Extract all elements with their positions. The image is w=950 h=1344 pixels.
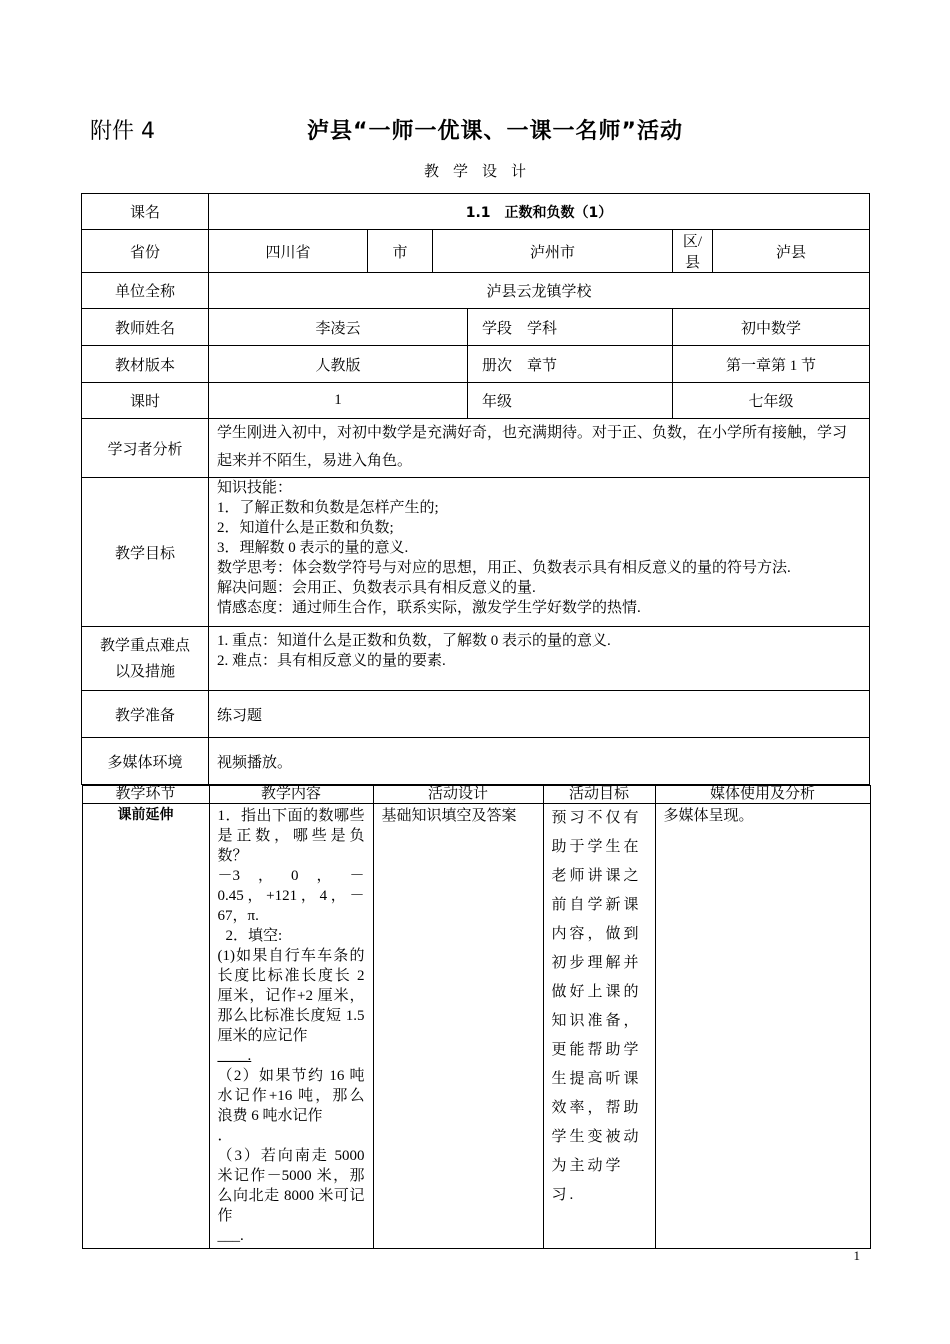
stage-label: 学段 学科: [468, 309, 673, 346]
course-value: 1.1 正数和负数（1）: [209, 194, 870, 230]
learner-row: [82, 419, 870, 478]
city-label: 市: [368, 230, 433, 273]
course-row: [82, 194, 870, 230]
textbook-label: 教材版本: [82, 346, 209, 383]
process-content: [209, 804, 373, 1249]
media-env-value: 视频播放。: [209, 738, 870, 785]
province-row: [82, 230, 870, 273]
page-number: 1: [853, 1248, 860, 1263]
grade-label: 年级: [468, 383, 673, 419]
unit-row: [82, 273, 870, 309]
objective-line: 数学思考：体会数学符号与对应的思想，用正、负数表示具有相反意义的量的符号方法.: [217, 560, 791, 576]
learner-label: 学习者分析: [82, 419, 209, 478]
preparation-value: 练习题: [209, 691, 870, 738]
county-value: 泸县: [713, 230, 870, 273]
content-line: －3，0，－0.45，+121，4，－67，π.: [217, 868, 365, 924]
keypoints-label-line: 教学重点难点: [99, 637, 190, 654]
content-line: ．: [217, 1128, 233, 1144]
preparation-label: 教学准备: [82, 691, 209, 738]
content-line: 2．填空:: [225, 928, 283, 944]
content-line: ____.: [217, 1048, 252, 1064]
lesson-plan-table: [81, 193, 870, 1249]
objective-line: 3．理解数 0 表示的量的意义.: [217, 540, 409, 556]
city-value: 泸州市: [433, 230, 673, 273]
content-line: 1．指出下面的数哪些是正数，哪些是负数？: [217, 808, 365, 864]
objective-line: 2．知道什么是正数和负数;: [217, 520, 394, 536]
process-header-content: 教学内容: [209, 786, 373, 804]
process-table: [82, 785, 871, 1249]
keypoints-row: [82, 627, 870, 691]
process-media: 多媒体呈现。: [655, 804, 870, 1249]
volume-value: 第一章第 1 节: [673, 346, 870, 383]
learner-text: 学生刚进入初中，对初中数学是充满好奇，也充满期待。对于正、负数，在小学所有接触，学习起来并不陌生，易进入角色。: [209, 419, 870, 478]
grade-value: 七年级: [673, 383, 870, 419]
keypoints-text: [209, 627, 870, 691]
process-header-activity: 活动设计: [373, 786, 543, 804]
media-env-row: [82, 738, 870, 785]
content-line: （3）若向南走 5000 米记作－5000 米，那么向北走 8000 米可记作: [217, 1148, 365, 1224]
textbook-value: 人教版: [209, 346, 468, 383]
hours-label: 课时: [82, 383, 209, 419]
content-line: （2）如果节约 16 吨水记作+16 吨，那么浪费 6 吨水记作: [217, 1068, 365, 1124]
teacher-value: 李凌云: [209, 309, 468, 346]
hours-row: [82, 383, 870, 419]
process-activity: 基础知识填空及答案: [373, 804, 543, 1249]
process-header-goal: 活动目标: [543, 786, 655, 804]
keypoint-line: 2. 难点：具有相反意义的量的要素.: [217, 653, 446, 669]
unit-label: 单位全称: [82, 273, 209, 309]
volume-label: 册次 章节: [468, 346, 673, 383]
objective-line: 1．了解正数和负数是怎样产生的;: [217, 500, 439, 516]
stage-value: 初中数学: [673, 309, 870, 346]
course-label: 课名: [82, 194, 209, 230]
unit-value: 泸县云龙镇学校: [209, 273, 870, 309]
objectives-label: 教学目标: [82, 478, 209, 627]
province-label: 省份: [82, 230, 209, 273]
keypoint-line: 1. 重点：知道什么是正数和负数，了解数 0 表示的量的意义.: [217, 633, 611, 649]
hours-value: 1: [209, 383, 468, 419]
process-header-media: 媒体使用及分析: [655, 786, 870, 804]
process-header-row: [82, 786, 870, 804]
objectives-text: [209, 478, 870, 627]
keypoints-label-line: 以及措施: [114, 663, 175, 680]
county-label: 区/县: [673, 230, 713, 273]
document-title: 泸县“一师一优课、一课一名师”活动: [307, 119, 683, 144]
keypoints-label: [82, 627, 209, 691]
process-row: [82, 804, 870, 1249]
media-env-label: 多媒体环境: [82, 738, 209, 785]
objective-line: 知识技能：: [217, 480, 293, 496]
province-value: 四川省: [209, 230, 368, 273]
textbook-row: [82, 346, 870, 383]
content-line: (1)如果自行车车条的长度比标准长度长 2 厘米，记作+2 厘米，那么比标准长度短 1.5 厘米的应记作: [217, 948, 365, 1044]
attachment-label: 附件 4: [90, 119, 155, 144]
process-section: [82, 785, 870, 1250]
content-line: ___.: [217, 1228, 244, 1244]
teacher-row: [82, 309, 870, 346]
teacher-label: 教师姓名: [82, 309, 209, 346]
preparation-row: [82, 691, 870, 738]
process-header-stage: 教学环节: [82, 786, 209, 804]
document-subtitle: 教学设计: [423, 164, 540, 180]
process-goal: 预习不仅有助于学生在老师讲课之前自学新课内容，做到初步理解并做好上课的知识准备，更能帮助学生提高听课效率，帮助学生变被动为主动学习.: [543, 804, 655, 1249]
objectives-row: [82, 478, 870, 627]
objective-line: 情感态度：通过师生合作，联系实际，激发学生学好数学的热情.: [217, 600, 641, 616]
objective-line: 解决问题：会用正、负数表示具有相反意义的量.: [217, 580, 536, 596]
process-stage: 课前延伸: [82, 804, 209, 1249]
